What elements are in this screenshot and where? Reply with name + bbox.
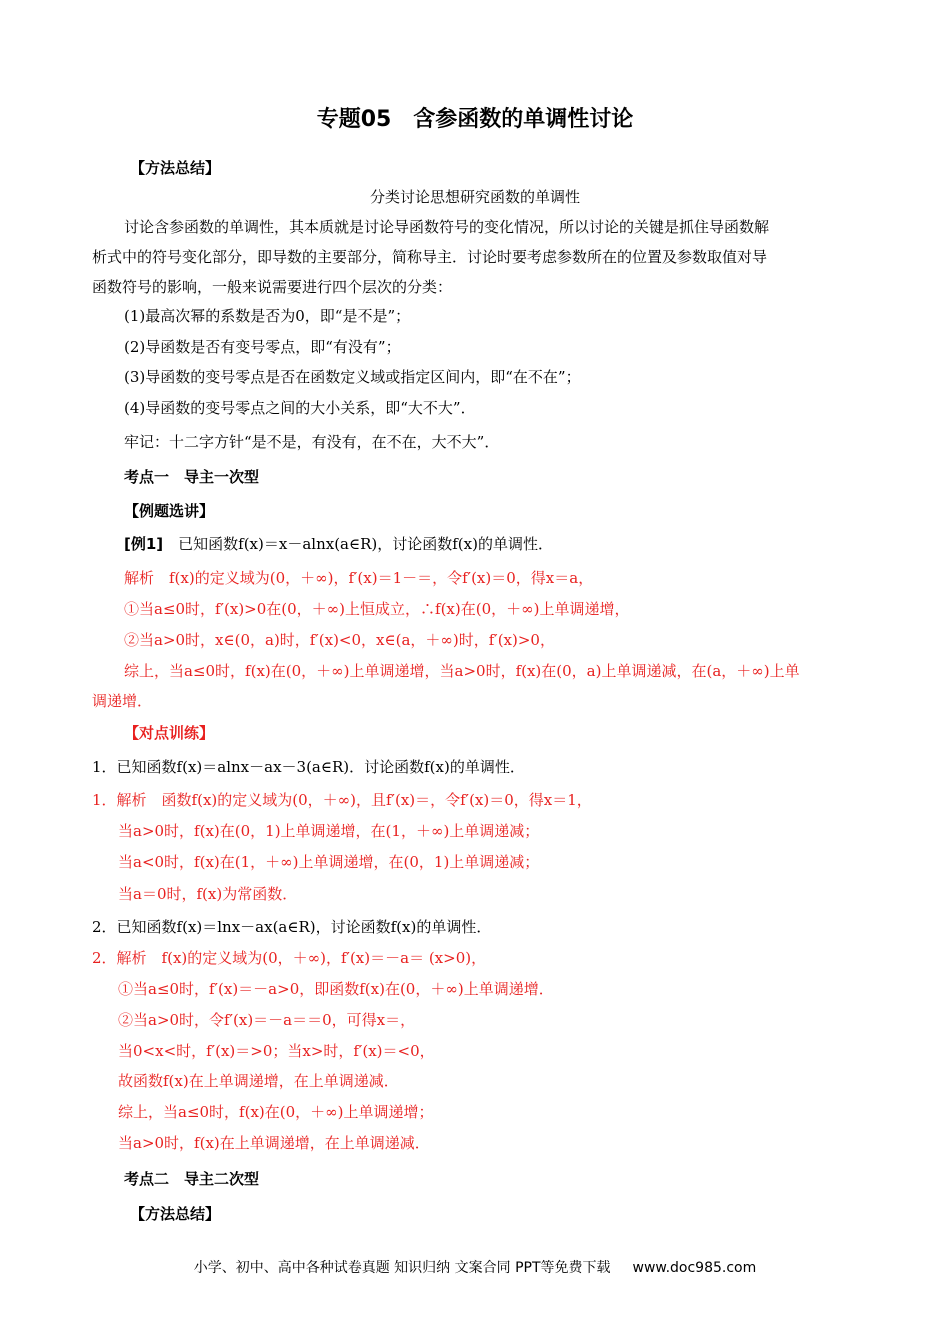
problem-2-solution-line: 当0<x<时，f′(x)＝>0；当x>时，f′(x)＝<0， (118, 1042, 435, 1060)
problem-2-question: 2．已知函数f(x)＝lnx－ax(a∈R)，讨论函数f(x)的单调性． (92, 918, 492, 936)
subtitle: 分类讨论思想研究函数的单调性 (369, 188, 580, 206)
example-1-label: [例1] (124, 535, 164, 553)
intro-line-1: 讨论含参函数的单调性，其本质就是讨论导函数符号的变化情况，所以讨论的关键是抓住导函数解 (124, 218, 770, 236)
page-title: 专题05 含参函数的单调性讨论 (316, 107, 634, 132)
intro-line-2: 析式中的符号变化部分，即导数的主要部分，简称导主．讨论时要考虑参数所在的位置及参数取值对导 (92, 248, 768, 266)
example-1-solution-line: ②当a>0时，x∈(0，a)时，f′(x)<0，x∈(a，＋∞)时，f′(x)>0， (124, 631, 555, 649)
motto: 牢记：十二字方针“是不是，有没有，在不在，大不大”． (124, 433, 500, 451)
practice-label: 【对点训练】 (124, 724, 215, 742)
problem-2-solution-line: 2．解析 f(x)的定义域为(0，＋∞)，f′(x)＝－a＝ (x>0)， (92, 949, 487, 967)
footer-url[interactable]: www.doc985.com (632, 1260, 757, 1276)
level-item: (1)最高次幂的系数是否为0，即“是不是”； (124, 307, 411, 325)
page-footer (0, 1257, 950, 1277)
level-item: (3)导函数的变号零点是否在函数定义域或指定区间内，即“在不在”； (124, 368, 581, 386)
example-1-solution-line: 调递增． (92, 692, 153, 710)
method-summary-label: 【方法总结】 (130, 159, 221, 177)
problem-2-solution-line: 当a>0时，f(x)在上单调递增，在上单调递减． (118, 1134, 430, 1152)
level-item: (2)导函数是否有变号零点，即“有没有”； (124, 338, 401, 356)
problem-1-question: 1．已知函数f(x)＝alnx－ax－3(a∈R)．讨论函数f(x)的单调性． (92, 758, 525, 776)
footer-text: 小学、初中、高中各种试卷真题 知识归纳 文案合同 PPT等免费下载 (193, 1260, 611, 1276)
method-summary-label-2: 【方法总结】 (130, 1205, 221, 1223)
problem-1-solution-line: 1．解析 函数f(x)的定义域为(0，＋∞)，且f′(x)＝，令f′(x)＝0，得x＝1， (92, 791, 592, 809)
example-1-solution-line: ①当a≤0时，f′(x)>0在(0，＋∞)上恒成立，∴f(x)在(0，＋∞)上单调递增， (124, 600, 630, 618)
intro-line-3: 函数符号的影响，一般来说需要进行四个层次的分类： (92, 278, 453, 296)
point-two-heading: 考点二 导主二次型 (124, 1170, 260, 1188)
problem-1-solution-line: 当a＝0时，f(x)为常函数． (118, 885, 298, 903)
example-label: 【例题选讲】 (124, 502, 215, 520)
point-one-heading: 考点一 导主一次型 (124, 468, 260, 486)
problem-1-solution-line: 当a>0时，f(x)在(0，1)上单调递增，在(1，＋∞)上单调递减； (118, 822, 540, 840)
problem-2-solution-line: 综上，当a≤0时，f(x)在(0，＋∞)上单调递增； (118, 1103, 434, 1121)
level-item: (4)导函数的变号零点之间的大小关系，即“大不大”． (124, 399, 476, 417)
problem-2-solution-line: ①当a≤0时，f′(x)＝－a>0，即函数f(x)在(0，＋∞)上单调递增． (118, 980, 554, 998)
example-1-solution-line: 综上，当a≤0时，f(x)在(0，＋∞)上单调递增，当a>0时，f(x)在(0，a)上单调递减，在(a，＋∞)上单 (124, 662, 800, 680)
problem-1-solution-line: 当a<0时，f(x)在(1，＋∞)上单调递增，在(0，1)上单调递减； (118, 853, 540, 871)
example-1-solution-line: 解析 f(x)的定义域为(0，＋∞)，f′(x)＝1－＝，令f′(x)＝0，得x＝a， (124, 569, 594, 587)
example-1-question (124, 534, 553, 554)
problem-2-solution-line: ②当a>0时，令f′(x)＝－a＝＝0，可得x＝， (118, 1011, 416, 1029)
example-1-text: 已知函数f(x)＝x－alnx(a∈R)，讨论函数f(x)的单调性． (163, 535, 553, 553)
problem-2-solution-line: 故函数f(x)在上单调递增，在上单调递减． (118, 1072, 399, 1090)
